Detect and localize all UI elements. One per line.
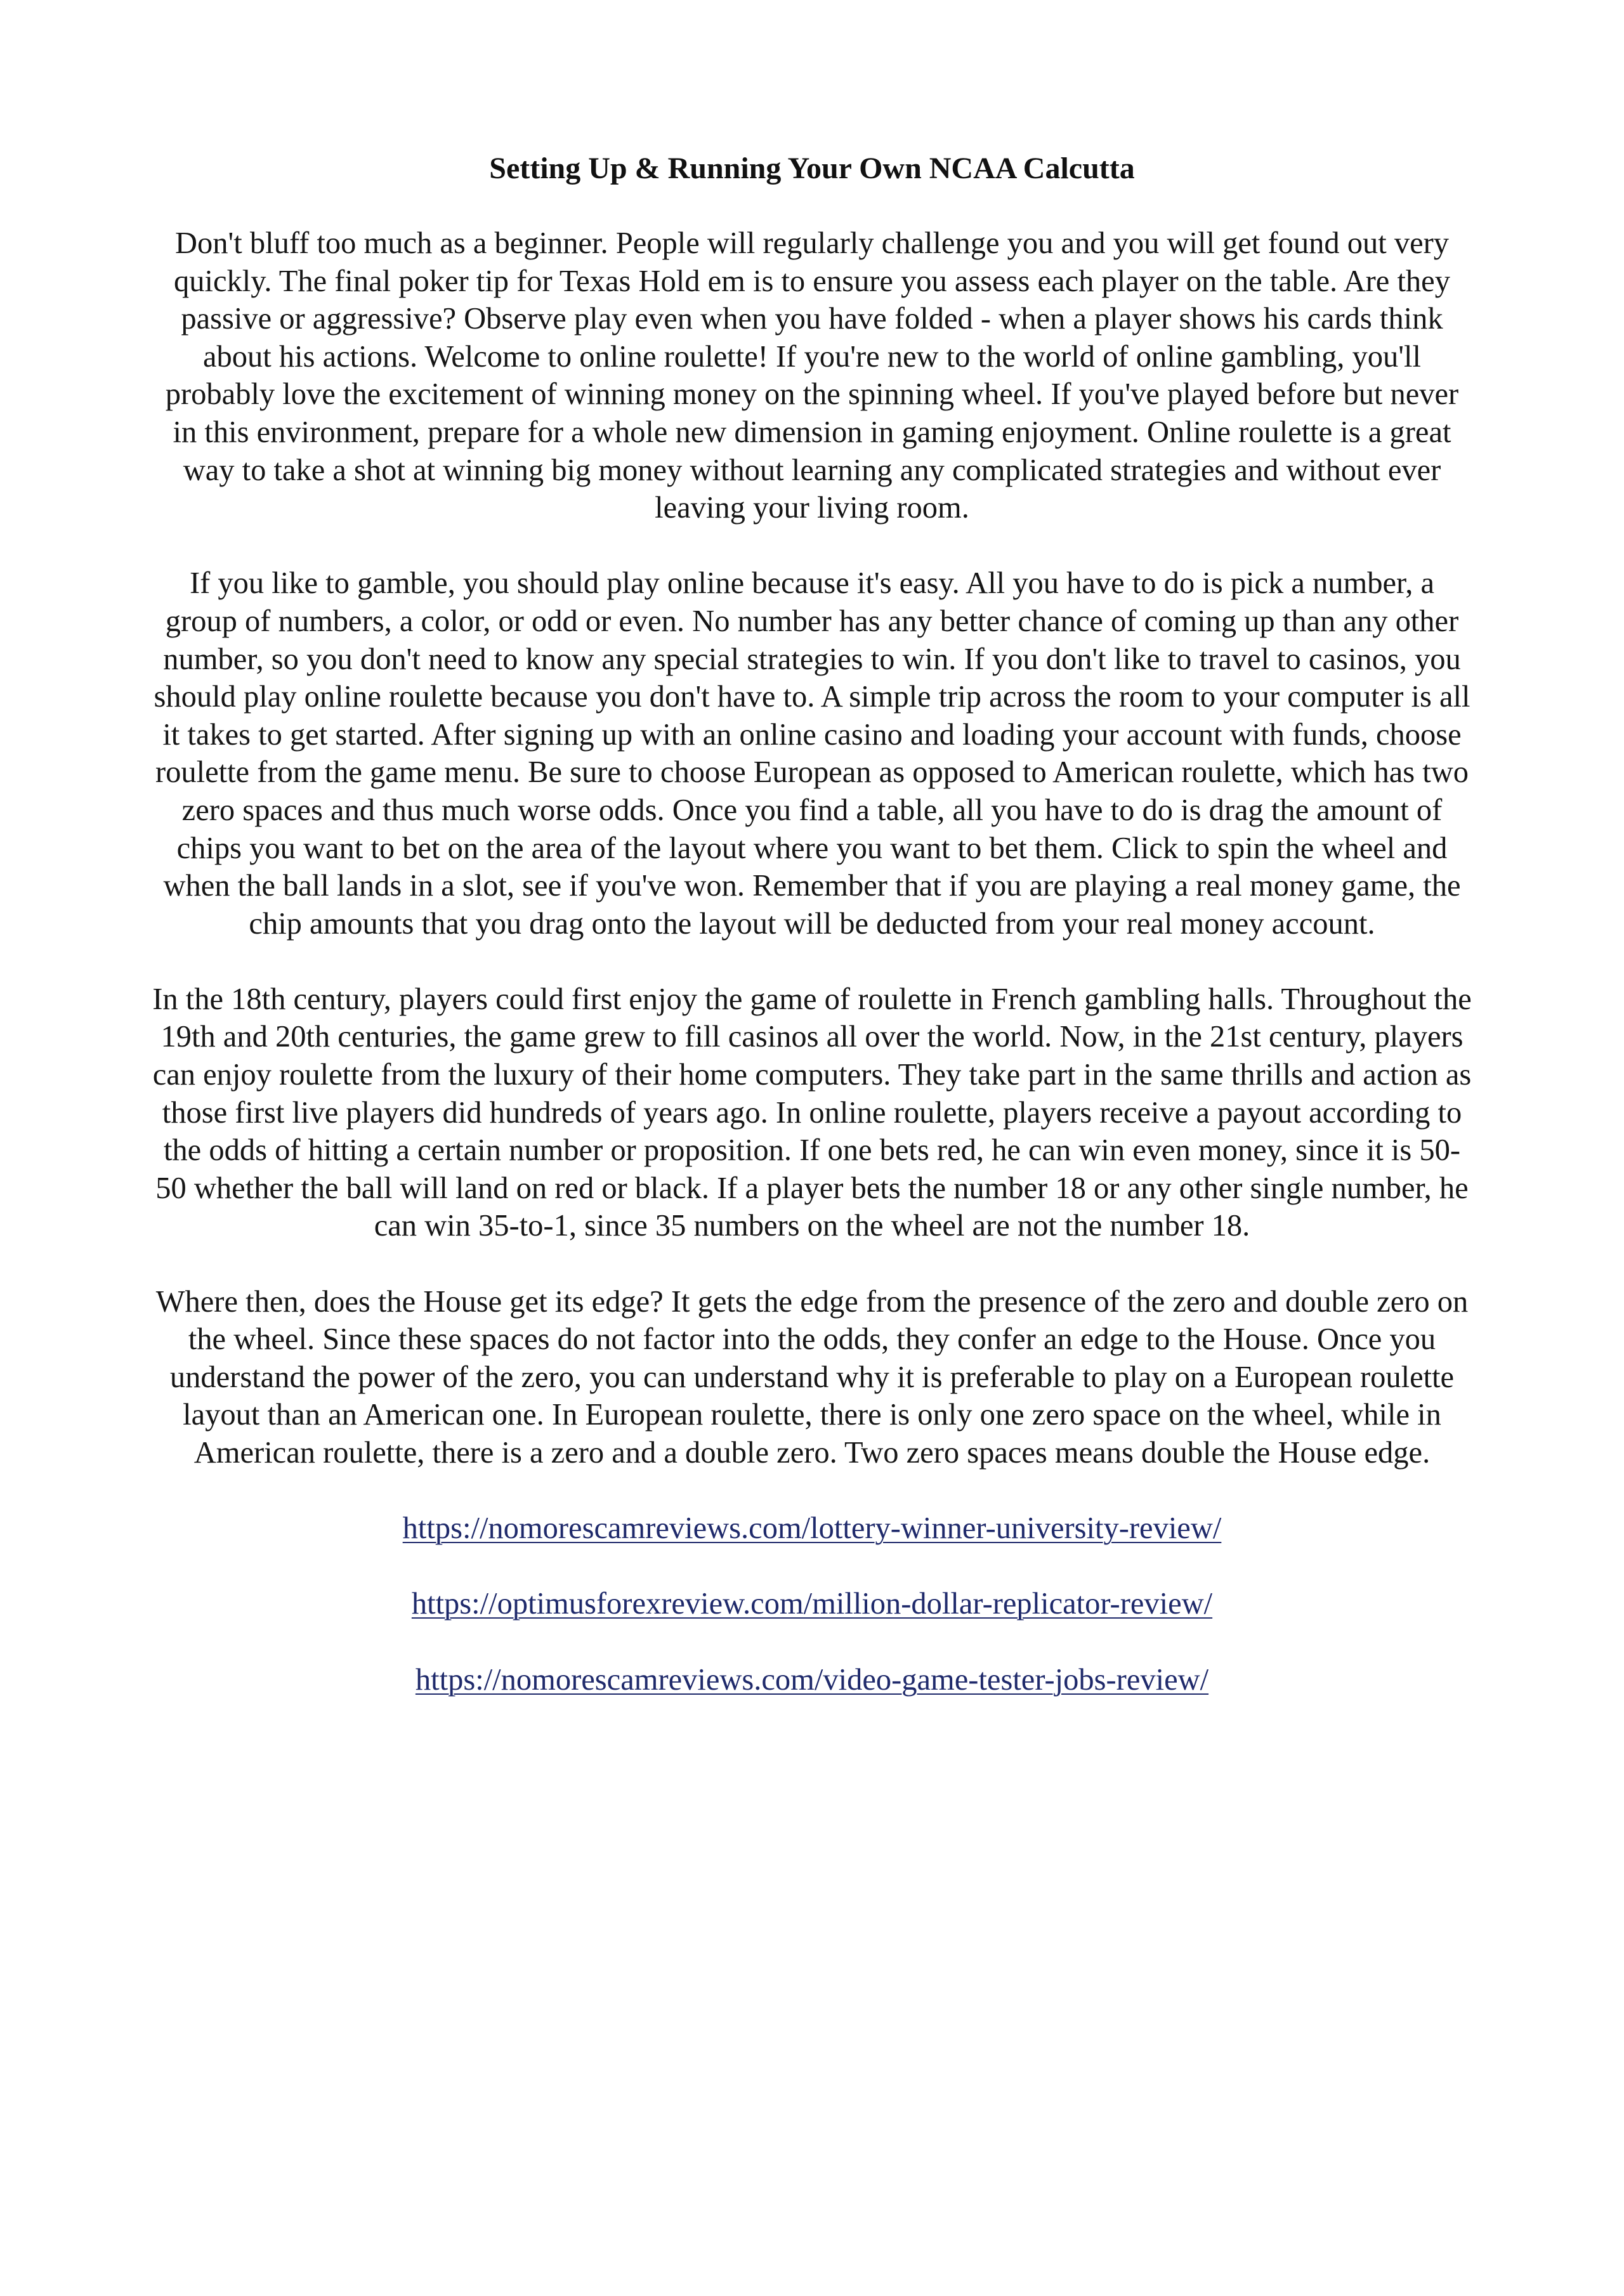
- paragraph-roulette-history: In the 18th century, players could first enjoy the game of roulette in French gambling halls. Throughout the 19th and 20th centuries, the game grew to fill casinos all over the world. Now, in the 21st century, players can enjoy roulette from the luxury of their home computers. They take part in the same thrills and action as those first live players did hundreds of years ago. In online roulette, players receive a payout according to the odds of hitting a certain number or proposition. If one bets red, he can win even money, since it is 50-50 whether the ball will land on red or black. If a player bets the number 18 or any other single number, he can win 35-to-1, since 35 numbers on the wheel are not the number 18.: [152, 982, 1472, 1243]
- document-title: Setting Up & Running Your Own NCAA Calcutta: [489, 152, 1135, 185]
- link-million-dollar-replicator-review[interactable]: https://optimusforexreview.com/million-dollar-replicator-review/: [411, 1587, 1213, 1621]
- link-lottery-winner-review[interactable]: https://nomorescamreviews.com/lottery-winner-university-review/: [402, 1511, 1222, 1546]
- paragraph-play-online: If you like to gamble, you should play online because it's easy. All you have to do is pick a number, a group of numbers, a color, or odd or even. No number has any better chance of coming up than any other number, so you don't need to know any special strategies to win. If you don't like to travel to casinos, you should play online roulette because you don't have to. A simple trip across the room to your computer is all it takes to get started. After signing up with an online casino and loading your account with funds, choose roulette from the game menu. Be sure to choose European as opposed to American roulette, which has two zero spaces and thus much worse odds. Once you find a table, all you have to do is drag the amount of chips you want to bet on the area of the layout where you want to bet them. Click to spin the wheel and when the ball lands in a slot, see if you've won. Remember that if you are playing a real money game, the chip amounts that you drag onto the layout will be deducted from your real money account.: [154, 566, 1470, 941]
- paragraph-house-edge: Where then, does the House get its edge? It gets the edge from the presence of the zero and double zero on the wheel. Since these spaces do not factor into the odds, they confer an edge to the House. Once you understand the power of the zero, you can understand why it is preferable to play on a European roulette layout than an American one. In European roulette, there is only one zero space on the wheel, while in American roulette, there is a zero and a double zero. Two zero spaces means double the House edge.: [155, 1284, 1469, 1470]
- link-list: [152, 1510, 1472, 1699]
- paragraph-beginner-bluff: Don't bluff too much as a beginner. People will regularly challenge you and you will get found out very quickly. The final poker tip for Texas Hold em is to ensure you assess each player on the table. Are they passive or aggressive? Observe play even when you have folded - when a player shows his cards think about his actions. Welcome to online roulette! If you're new to the world of online gambling, you'll probably love the excitement of winning money on the spinning wheel. If you've played before but never in this environment, prepare for a whole new dimension in gaming enjoyment. Online roulette is a great way to take a shot at winning big money without learning any complicated strategies and without ever leaving your living room.: [165, 226, 1459, 525]
- link-video-game-tester-review[interactable]: https://nomorescamreviews.com/video-game-tester-jobs-review/: [415, 1662, 1209, 1697]
- document-content: [152, 150, 1472, 1737]
